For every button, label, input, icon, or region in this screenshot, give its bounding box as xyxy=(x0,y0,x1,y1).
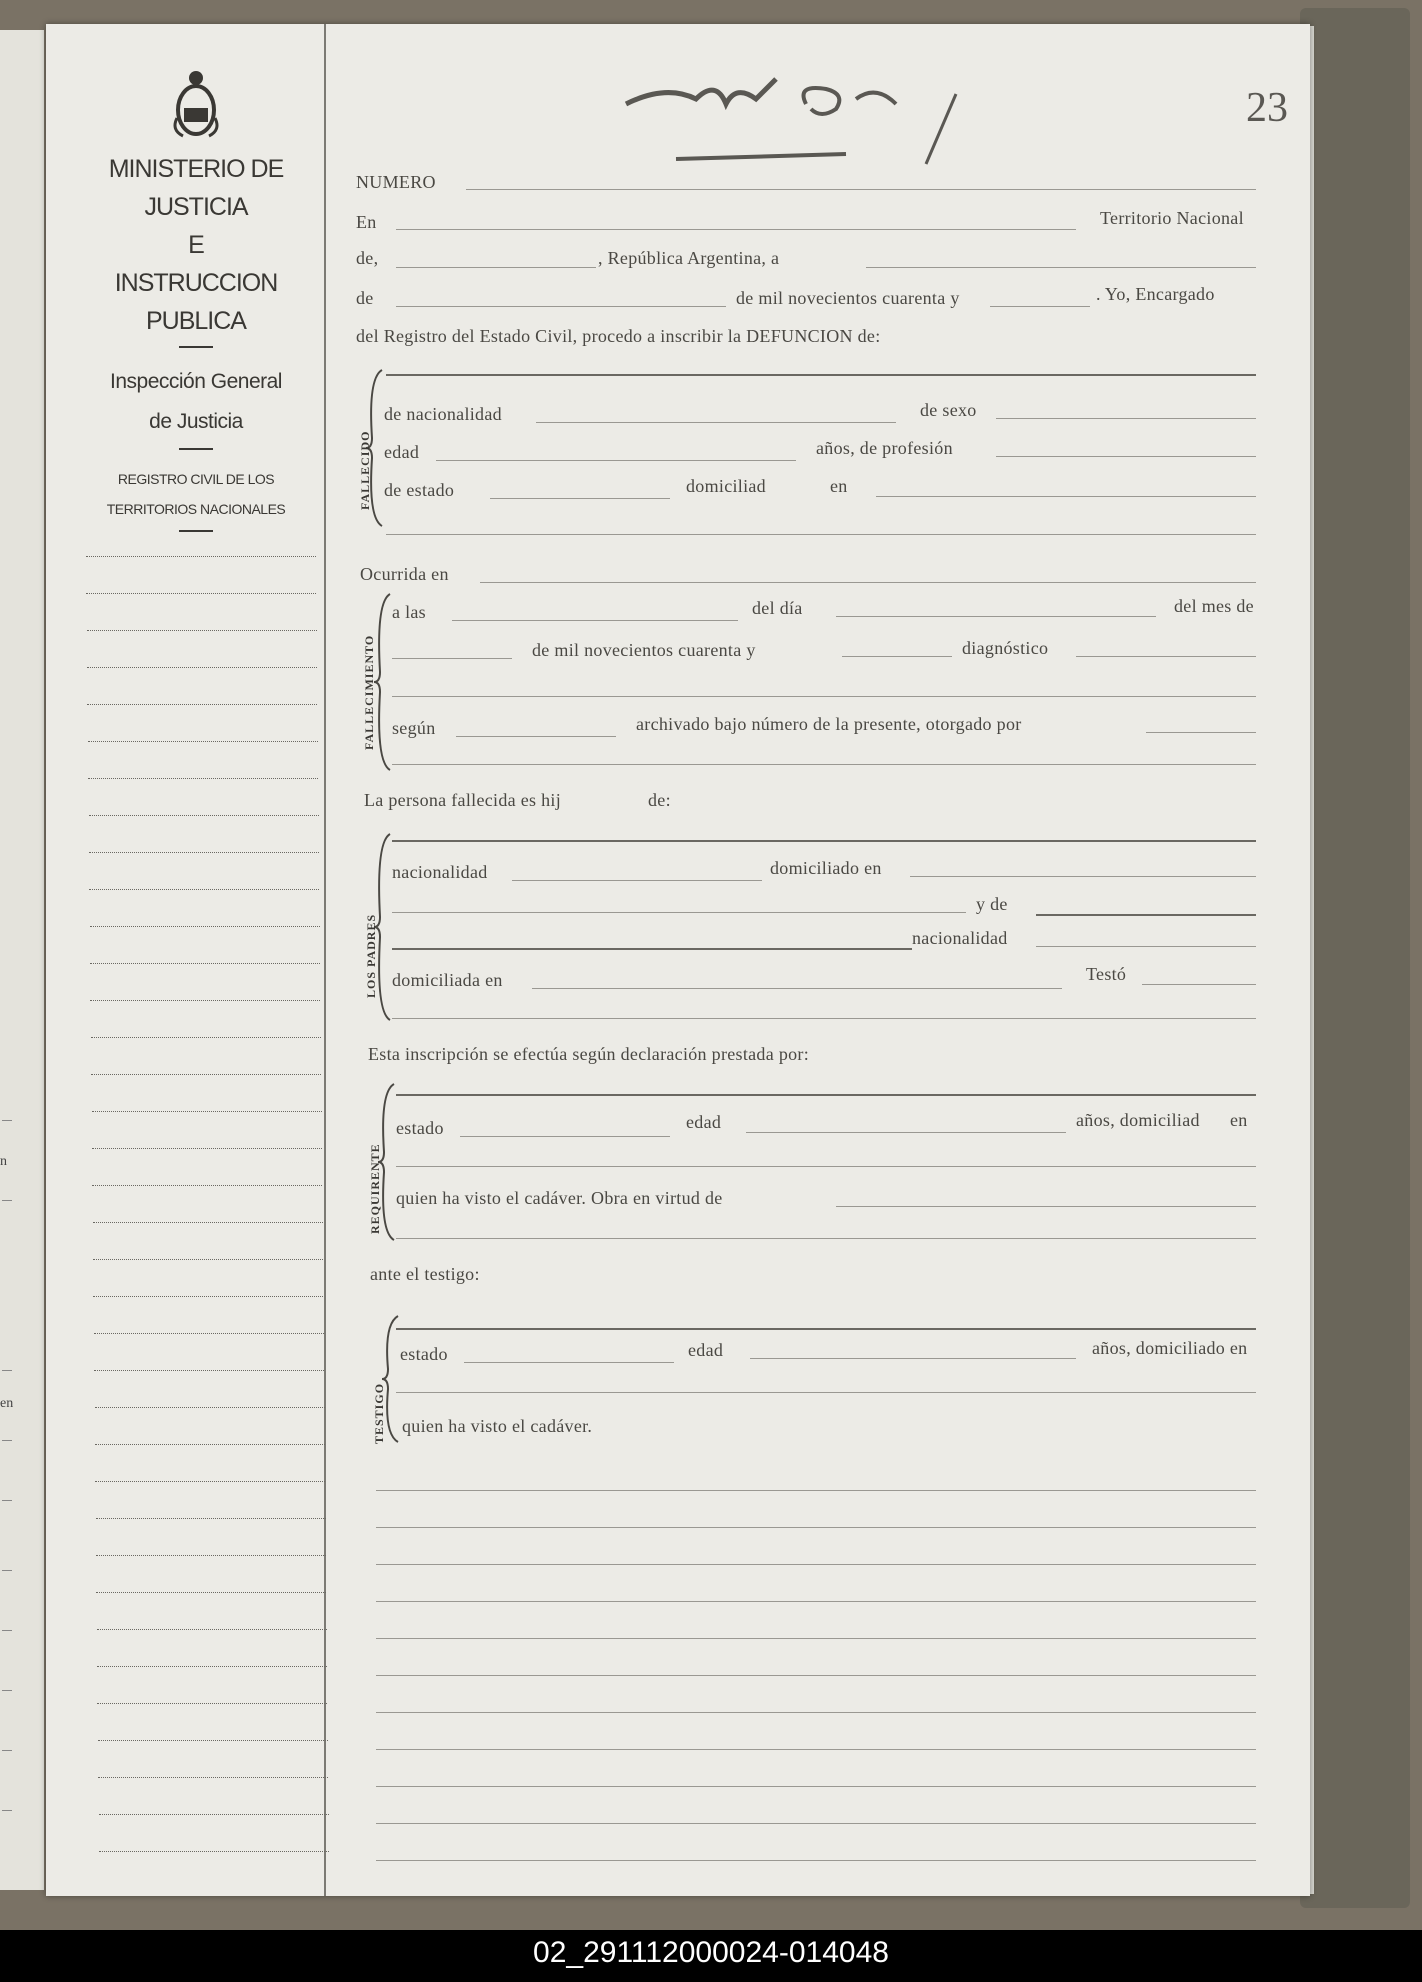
margin-rule xyxy=(87,630,317,631)
nacionalidad-label: de nacionalidad xyxy=(384,404,502,424)
de-label: de xyxy=(356,288,374,308)
anos-label: años, domiciliado en xyxy=(1092,1338,1248,1358)
sexo-label: de sexo xyxy=(920,400,977,420)
margin-rule xyxy=(95,1481,325,1482)
margin-rule xyxy=(90,926,320,927)
margin-rule xyxy=(97,1629,327,1630)
ante-label: ante el testigo: xyxy=(370,1264,480,1284)
fallecido-side-label: FALLECIDO xyxy=(358,430,372,510)
margin-rule xyxy=(90,1000,320,1001)
margin-rule xyxy=(88,741,318,742)
margin-rule xyxy=(94,1333,324,1334)
ministerio-line: MINISTERIO DE JUSTICIA xyxy=(108,155,284,221)
left-page-fragment: n xyxy=(0,1154,7,1169)
notes-rule xyxy=(376,1786,1256,1787)
notes-rule xyxy=(376,1564,1256,1565)
quien-label: quien ha visto el cadáver. Obra en virtud de xyxy=(396,1188,723,1208)
territorio-label: Territorio Nacional xyxy=(1100,208,1244,228)
margin-divider xyxy=(324,24,326,1896)
domiciliada-label: domiciliada en xyxy=(392,970,503,990)
ocurrida-label: Ocurrida en xyxy=(360,564,449,584)
quien-label: quien ha visto el cadáver. xyxy=(402,1416,593,1436)
margin-rule xyxy=(98,1777,328,1778)
margin-rule xyxy=(96,1592,326,1593)
notes-rule xyxy=(376,1860,1256,1861)
margin-rule xyxy=(87,704,317,705)
coat-of-arms-icon xyxy=(169,68,223,140)
persona-label: La persona fallecida es hij xyxy=(364,790,562,810)
en-label: en xyxy=(830,476,848,496)
persona-de-label: de: xyxy=(648,790,671,810)
padres-side-label: LOS PADRES xyxy=(364,913,378,998)
de-label: de, xyxy=(356,248,379,268)
archivado-label: archivado bajo número de la presente, otorgado por xyxy=(636,714,1022,734)
edad-label: edad xyxy=(686,1112,722,1132)
margin-rule xyxy=(92,1111,322,1112)
registro-line: REGISTRO CIVIL DE LOS xyxy=(117,471,275,487)
a-las-label: a las xyxy=(392,602,426,622)
en-label: En xyxy=(356,212,377,232)
diagnostico-label: diagnóstico xyxy=(962,638,1049,658)
en-label: en xyxy=(1230,1110,1248,1130)
inscripcion-label: Esta inscripción se efectúa según declaración prestada por: xyxy=(368,1044,810,1064)
nacionalidad-label: nacionalidad xyxy=(392,862,488,882)
margin-rule xyxy=(95,1407,325,1408)
margin-rule xyxy=(95,1444,325,1445)
edad-label: edad xyxy=(384,442,420,462)
inspeccion-line: Inspección General xyxy=(110,370,282,393)
margin-rule xyxy=(89,889,319,890)
ministerio-line: E xyxy=(188,231,204,259)
margin-rule xyxy=(86,556,316,557)
del-dia-label: del día xyxy=(752,598,803,618)
margin-rule xyxy=(91,1074,321,1075)
testigo-side-label: TESTIGO xyxy=(372,1382,386,1444)
nacionalidad-label: nacionalidad xyxy=(912,928,1008,948)
del-mes-label: del mes de xyxy=(1174,596,1254,616)
segun-label: según xyxy=(392,718,436,738)
republica-label: , República Argentina, a xyxy=(598,248,780,268)
margin-rule xyxy=(98,1740,328,1741)
notes-rule xyxy=(376,1749,1256,1750)
domiciliad-label: domiciliad xyxy=(686,476,766,496)
margin-rule xyxy=(92,1185,322,1186)
left-page-fragment: en xyxy=(0,1396,14,1411)
ministerio-line: INSTRUCCION PUBLICA xyxy=(114,269,278,335)
margin-rule xyxy=(94,1370,324,1371)
margin-rule xyxy=(93,1222,323,1223)
notes-rule xyxy=(376,1638,1256,1639)
anos-label: años, domiciliad xyxy=(1076,1110,1200,1130)
requirente-side-label: REQUIRENTE xyxy=(368,1143,382,1234)
margin-rule xyxy=(99,1814,329,1815)
edad-label: edad xyxy=(688,1340,724,1360)
margin-rule xyxy=(90,963,320,964)
margin-rule xyxy=(87,667,317,668)
estado-label: de estado xyxy=(384,480,455,500)
binder-cover xyxy=(1300,8,1410,1908)
notes-rule xyxy=(376,1675,1256,1676)
margin-rule xyxy=(96,1518,326,1519)
inspeccion-line: de Justicia xyxy=(149,410,243,433)
image-caption: 02_291112000024-014048 xyxy=(533,1936,889,1969)
notes-rule xyxy=(376,1527,1256,1528)
margin-rule xyxy=(97,1703,327,1704)
registro-sentence: del Registro del Estado Civil, procedo a inscribir la DEFUNCION de: xyxy=(356,326,881,346)
de-mil-label: de mil novecientos cuarenta y xyxy=(532,640,756,660)
profesion-label: años, de profesión xyxy=(816,438,953,458)
margin-rule xyxy=(86,593,316,594)
notes-rule xyxy=(376,1490,1256,1491)
testo-label: Testó xyxy=(1086,964,1127,984)
notes-rule xyxy=(376,1601,1256,1602)
estado-label: estado xyxy=(396,1118,444,1138)
margin-rule xyxy=(89,852,319,853)
margin-rule xyxy=(92,1148,322,1149)
ministry-header xyxy=(86,68,306,538)
yo-label: . Yo, Encargado xyxy=(1096,284,1215,304)
margin-rule xyxy=(99,1851,329,1852)
notes-rule xyxy=(376,1712,1256,1713)
numero-label: NUMERO xyxy=(356,172,436,192)
de-mil-label: de mil novecientos cuarenta y xyxy=(736,288,960,308)
y-de-label: y de xyxy=(976,894,1008,914)
page-number: 23 xyxy=(1246,85,1288,131)
margin-rule xyxy=(91,1037,321,1038)
margin-rule xyxy=(93,1259,323,1260)
notes-rule xyxy=(376,1823,1256,1824)
registro-line: TERRITORIOS NACIONALES xyxy=(106,501,286,517)
estado-label: estado xyxy=(400,1344,448,1364)
previous-page-edge xyxy=(0,30,44,1890)
register-page xyxy=(46,24,1310,1896)
margin-rule xyxy=(96,1555,326,1556)
margin-rule xyxy=(93,1296,323,1297)
margin-rule xyxy=(97,1666,327,1667)
margin-rule xyxy=(88,778,318,779)
domiciliado-label: domiciliado en xyxy=(770,858,882,878)
handwritten-annotation xyxy=(606,64,1026,174)
margin-rule xyxy=(89,815,319,816)
fallecimiento-side-label: FALLECIMIENTO xyxy=(362,634,376,750)
